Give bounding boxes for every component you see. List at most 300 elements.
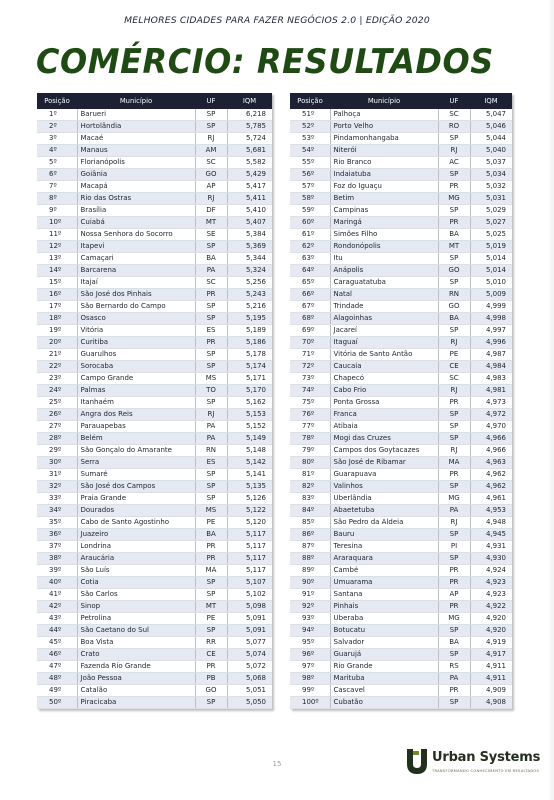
- table-row: [290, 193, 512, 205]
- table-row: [290, 649, 512, 661]
- iqm-cell: 5,195: [227, 313, 272, 325]
- uf-cell: AP: [195, 181, 227, 193]
- iqm-cell: 4,987: [470, 349, 512, 361]
- table-row: [37, 157, 272, 169]
- rank-cell: 50º: [37, 697, 77, 709]
- page-edge-shadow: [548, 0, 554, 800]
- table-row: [37, 361, 272, 373]
- municipality-cell: Macapá: [77, 181, 195, 193]
- table-row: [37, 601, 272, 613]
- table-row: [290, 661, 512, 673]
- rank-cell: 26º: [37, 409, 77, 421]
- municipality-cell: Valinhos: [330, 481, 438, 493]
- uf-cell: AM: [195, 145, 227, 157]
- municipality-cell: João Pessoa: [77, 673, 195, 685]
- urban-systems-logo: [405, 747, 540, 783]
- iqm-cell: 5,010: [470, 277, 512, 289]
- rank-cell: 51º: [290, 109, 330, 121]
- uf-cell: AP: [438, 589, 470, 601]
- uf-cell: BA: [438, 637, 470, 649]
- uf-cell: SP: [195, 361, 227, 373]
- rank-cell: 96º: [290, 649, 330, 661]
- municipality-cell: Goiânia: [77, 169, 195, 181]
- rank-cell: 40º: [37, 577, 77, 589]
- iqm-cell: 5,117: [227, 553, 272, 565]
- column-header-iqm: IQM: [227, 93, 272, 109]
- iqm-cell: 4,917: [470, 649, 512, 661]
- rank-cell: 32º: [37, 481, 77, 493]
- uf-cell: RJ: [438, 385, 470, 397]
- iqm-cell: 5,029: [470, 205, 512, 217]
- uf-cell: PR: [195, 553, 227, 565]
- municipality-cell: Campinas: [330, 205, 438, 217]
- table-row: [290, 517, 512, 529]
- table-row: [290, 625, 512, 637]
- rank-cell: 80º: [290, 457, 330, 469]
- uf-cell: RJ: [438, 145, 470, 157]
- table-row: [290, 253, 512, 265]
- table-row: [37, 313, 272, 325]
- iqm-cell: 4,966: [470, 433, 512, 445]
- iqm-cell: 5,152: [227, 421, 272, 433]
- municipality-cell: Cubatão: [330, 697, 438, 709]
- table-row: [290, 553, 512, 565]
- municipality-cell: Vitória de Santo Antão: [330, 349, 438, 361]
- rank-cell: 97º: [290, 661, 330, 673]
- rank-cell: 58º: [290, 193, 330, 205]
- uf-cell: SP: [438, 481, 470, 493]
- table-row: [37, 577, 272, 589]
- iqm-cell: 5,014: [470, 265, 512, 277]
- table-row: [37, 301, 272, 313]
- rank-cell: 24º: [37, 385, 77, 397]
- municipality-cell: Palhoça: [330, 109, 438, 121]
- uf-cell: SP: [195, 589, 227, 601]
- table-row: [37, 673, 272, 685]
- rank-cell: 46º: [37, 649, 77, 661]
- municipality-cell: São José dos Pinhais: [77, 289, 195, 301]
- rank-cell: 12º: [37, 241, 77, 253]
- municipality-cell: Atibaia: [330, 421, 438, 433]
- ranking-table-left: [37, 93, 272, 709]
- uf-cell: PA: [438, 505, 470, 517]
- iqm-cell: 4,920: [470, 613, 512, 625]
- rank-cell: 19º: [37, 325, 77, 337]
- municipality-cell: Dourados: [77, 505, 195, 517]
- uf-cell: MT: [195, 217, 227, 229]
- rank-cell: 63º: [290, 253, 330, 265]
- table-row: [37, 685, 272, 697]
- rank-cell: 8º: [37, 193, 77, 205]
- iqm-cell: 5,122: [227, 505, 272, 517]
- rank-cell: 10º: [37, 217, 77, 229]
- table-row: [37, 517, 272, 529]
- municipality-cell: Indaiatuba: [330, 169, 438, 181]
- uf-cell: RO: [438, 121, 470, 133]
- table-row: [290, 673, 512, 685]
- municipality-cell: São Carlos: [77, 589, 195, 601]
- uf-cell: RJ: [195, 409, 227, 421]
- iqm-cell: 5,126: [227, 493, 272, 505]
- municipality-cell: Cambé: [330, 565, 438, 577]
- table-row: [37, 541, 272, 553]
- rank-cell: 13º: [37, 253, 77, 265]
- rank-cell: 74º: [290, 385, 330, 397]
- table-row: [37, 169, 272, 181]
- municipality-cell: Foz do Iguaçu: [330, 181, 438, 193]
- iqm-cell: 5,324: [227, 265, 272, 277]
- uf-cell: ES: [195, 325, 227, 337]
- rank-cell: 49º: [37, 685, 77, 697]
- iqm-cell: 5,117: [227, 529, 272, 541]
- rank-cell: 60º: [290, 217, 330, 229]
- iqm-cell: 5,189: [227, 325, 272, 337]
- uf-cell: GO: [195, 169, 227, 181]
- iqm-cell: 5,077: [227, 637, 272, 649]
- municipality-cell: Cabo Frio: [330, 385, 438, 397]
- table-row: [290, 217, 512, 229]
- iqm-cell: 5,074: [227, 649, 272, 661]
- municipality-cell: Vitória: [77, 325, 195, 337]
- rank-cell: 2º: [37, 121, 77, 133]
- uf-cell: RS: [438, 661, 470, 673]
- municipality-cell: Curitiba: [77, 337, 195, 349]
- iqm-cell: 4,948: [470, 517, 512, 529]
- rank-cell: 31º: [37, 469, 77, 481]
- uf-cell: SP: [438, 649, 470, 661]
- municipality-cell: Cuiabá: [77, 217, 195, 229]
- uf-cell: MT: [438, 241, 470, 253]
- iqm-cell: 5,050: [227, 697, 272, 709]
- iqm-cell: 5,410: [227, 205, 272, 217]
- iqm-cell: 4,962: [470, 481, 512, 493]
- table-row: [37, 565, 272, 577]
- table-row: [37, 613, 272, 625]
- rank-cell: 53º: [290, 133, 330, 145]
- rank-cell: 47º: [37, 661, 77, 673]
- rank-cell: 90º: [290, 577, 330, 589]
- iqm-cell: 5,032: [470, 181, 512, 193]
- municipality-cell: Rio das Ostras: [77, 193, 195, 205]
- rank-cell: 42º: [37, 601, 77, 613]
- rank-cell: 44º: [37, 625, 77, 637]
- rank-cell: 27º: [37, 421, 77, 433]
- iqm-cell: 5,019: [470, 241, 512, 253]
- uf-cell: SP: [195, 481, 227, 493]
- uf-cell: PR: [438, 577, 470, 589]
- iqm-cell: 4,922: [470, 601, 512, 613]
- table-row: [37, 505, 272, 517]
- iqm-cell: 4,919: [470, 637, 512, 649]
- municipality-cell: Angra dos Reis: [77, 409, 195, 421]
- rank-cell: 79º: [290, 445, 330, 457]
- rank-cell: 30º: [37, 457, 77, 469]
- municipality-cell: Rondonópolis: [330, 241, 438, 253]
- municipality-cell: Parauapebas: [77, 421, 195, 433]
- table-row: [37, 457, 272, 469]
- table-row: [290, 229, 512, 241]
- municipality-cell: Cotia: [77, 577, 195, 589]
- uf-cell: SP: [438, 625, 470, 637]
- iqm-cell: 5,027: [470, 217, 512, 229]
- municipality-cell: Pinhais: [330, 601, 438, 613]
- iqm-cell: 4,953: [470, 505, 512, 517]
- municipality-cell: Trindade: [330, 301, 438, 313]
- table-row: [37, 325, 272, 337]
- uf-cell: SP: [438, 529, 470, 541]
- municipality-cell: Crato: [77, 649, 195, 661]
- table-row: [290, 541, 512, 553]
- municipality-cell: Praia Grande: [77, 493, 195, 505]
- iqm-cell: 5,072: [227, 661, 272, 673]
- uf-cell: PR: [195, 661, 227, 673]
- uf-cell: SP: [438, 433, 470, 445]
- iqm-cell: 5,724: [227, 133, 272, 145]
- uf-cell: GO: [195, 685, 227, 697]
- table-row: [290, 241, 512, 253]
- column-header-posicao: Posição: [290, 93, 330, 109]
- table-row: [37, 433, 272, 445]
- rank-cell: 25º: [37, 397, 77, 409]
- municipality-cell: Santana: [330, 589, 438, 601]
- uf-cell: AC: [438, 157, 470, 169]
- table-row: [290, 349, 512, 361]
- municipality-cell: Osasco: [77, 313, 195, 325]
- municipality-cell: Teresina: [330, 541, 438, 553]
- uf-cell: SP: [195, 121, 227, 133]
- uf-cell: SP: [195, 397, 227, 409]
- iqm-cell: 5,243: [227, 289, 272, 301]
- municipality-cell: Maringá: [330, 217, 438, 229]
- rank-cell: 4º: [37, 145, 77, 157]
- municipality-cell: Caucaia: [330, 361, 438, 373]
- iqm-cell: 4,997: [470, 325, 512, 337]
- iqm-cell: 5,384: [227, 229, 272, 241]
- table-row: [290, 637, 512, 649]
- iqm-cell: 5,098: [227, 601, 272, 613]
- table-row: [37, 337, 272, 349]
- rank-cell: 75º: [290, 397, 330, 409]
- table-row: [290, 589, 512, 601]
- municipality-cell: Alagoinhas: [330, 313, 438, 325]
- municipality-cell: Itu: [330, 253, 438, 265]
- logo-name: Urban Systems: [432, 750, 541, 765]
- municipality-cell: Guarujá: [330, 649, 438, 661]
- municipality-cell: Pindamonhangaba: [330, 133, 438, 145]
- iqm-cell: 5,044: [470, 133, 512, 145]
- rank-cell: 34º: [37, 505, 77, 517]
- municipality-cell: São José dos Campos: [77, 481, 195, 493]
- table-row: [290, 565, 512, 577]
- rank-cell: 99º: [290, 685, 330, 697]
- municipality-cell: Marituba: [330, 673, 438, 685]
- uf-cell: RN: [195, 445, 227, 457]
- column-header-uf: UF: [195, 93, 227, 109]
- iqm-cell: 5,171: [227, 373, 272, 385]
- municipality-cell: Palmas: [77, 385, 195, 397]
- rank-cell: 55º: [290, 157, 330, 169]
- uf-cell: SP: [438, 697, 470, 709]
- rank-cell: 98º: [290, 673, 330, 685]
- uf-cell: PR: [438, 565, 470, 577]
- table-row: [37, 397, 272, 409]
- rank-cell: 11º: [37, 229, 77, 241]
- table-row: [290, 481, 512, 493]
- table-body-left: [37, 109, 272, 709]
- uf-cell: PA: [195, 433, 227, 445]
- rank-cell: 71º: [290, 349, 330, 361]
- uf-cell: DF: [195, 205, 227, 217]
- rank-cell: 21º: [37, 349, 77, 361]
- rank-cell: 3º: [37, 133, 77, 145]
- uf-cell: MS: [195, 373, 227, 385]
- table-row: [290, 265, 512, 277]
- municipality-cell: São Luís: [77, 565, 195, 577]
- iqm-cell: 4,911: [470, 661, 512, 673]
- uf-cell: PR: [438, 685, 470, 697]
- table-row: [290, 421, 512, 433]
- municipality-cell: Itajaí: [77, 277, 195, 289]
- table-row: [37, 217, 272, 229]
- iqm-cell: 4,930: [470, 553, 512, 565]
- uf-cell: PB: [195, 673, 227, 685]
- rank-cell: 91º: [290, 589, 330, 601]
- municipality-cell: Itapevi: [77, 241, 195, 253]
- column-header-municipio: Município: [77, 93, 195, 109]
- municipality-cell: Rio Branco: [330, 157, 438, 169]
- rank-cell: 28º: [37, 433, 77, 445]
- rank-cell: 84º: [290, 505, 330, 517]
- iqm-cell: 5,117: [227, 565, 272, 577]
- uf-cell: PR: [195, 289, 227, 301]
- iqm-cell: 5,102: [227, 589, 272, 601]
- municipality-cell: Jacareí: [330, 325, 438, 337]
- uf-cell: CE: [195, 649, 227, 661]
- rank-cell: 15º: [37, 277, 77, 289]
- municipality-cell: Caraguatatuba: [330, 277, 438, 289]
- table-row: [290, 181, 512, 193]
- uf-cell: SP: [438, 253, 470, 265]
- uf-cell: PR: [438, 217, 470, 229]
- uf-cell: PA: [195, 421, 227, 433]
- uf-cell: RJ: [438, 517, 470, 529]
- rank-cell: 69º: [290, 325, 330, 337]
- uf-cell: MA: [438, 457, 470, 469]
- rank-cell: 66º: [290, 289, 330, 301]
- uf-cell: SC: [195, 157, 227, 169]
- iqm-cell: 5,186: [227, 337, 272, 349]
- table-row: [290, 277, 512, 289]
- rank-cell: 54º: [290, 145, 330, 157]
- municipality-cell: Campo Grande: [77, 373, 195, 385]
- iqm-cell: 5,417: [227, 181, 272, 193]
- rank-cell: 65º: [290, 277, 330, 289]
- iqm-cell: 5,178: [227, 349, 272, 361]
- municipality-cell: São Bernardo do Campo: [77, 301, 195, 313]
- table-row: [290, 373, 512, 385]
- municipality-cell: Ponta Grossa: [330, 397, 438, 409]
- table-row: [290, 289, 512, 301]
- municipality-cell: Sinop: [77, 601, 195, 613]
- uf-cell: SP: [195, 241, 227, 253]
- rank-cell: 78º: [290, 433, 330, 445]
- table-row: [37, 445, 272, 457]
- uf-cell: SP: [195, 109, 227, 121]
- uf-cell: RJ: [438, 337, 470, 349]
- rank-cell: 45º: [37, 637, 77, 649]
- uf-cell: BA: [195, 253, 227, 265]
- municipality-cell: Chapecó: [330, 373, 438, 385]
- municipality-cell: Niterói: [330, 145, 438, 157]
- iqm-cell: 5,120: [227, 517, 272, 529]
- rank-cell: 100º: [290, 697, 330, 709]
- municipality-cell: Uberlândia: [330, 493, 438, 505]
- rank-cell: 85º: [290, 517, 330, 529]
- iqm-cell: 5,582: [227, 157, 272, 169]
- iqm-cell: 5,142: [227, 457, 272, 469]
- uf-cell: SP: [438, 421, 470, 433]
- uf-cell: SP: [195, 313, 227, 325]
- municipality-cell: Brasília: [77, 205, 195, 217]
- column-header-iqm: IQM: [470, 93, 512, 109]
- rank-cell: 86º: [290, 529, 330, 541]
- municipality-cell: Manaus: [77, 145, 195, 157]
- municipality-cell: Porto Velho: [330, 121, 438, 133]
- municipality-cell: Petrolina: [77, 613, 195, 625]
- municipality-cell: São Pedro da Aldeia: [330, 517, 438, 529]
- uf-cell: RJ: [195, 193, 227, 205]
- table-row: [290, 409, 512, 421]
- uf-cell: SP: [438, 409, 470, 421]
- table-row: [290, 433, 512, 445]
- municipality-cell: Nossa Senhora do Socorro: [77, 229, 195, 241]
- rank-cell: 94º: [290, 625, 330, 637]
- municipality-cell: Botucatu: [330, 625, 438, 637]
- municipality-cell: Salvador: [330, 637, 438, 649]
- municipality-cell: Florianópolis: [77, 157, 195, 169]
- uf-cell: SC: [195, 277, 227, 289]
- rank-cell: 18º: [37, 313, 77, 325]
- uf-cell: MT: [195, 601, 227, 613]
- municipality-cell: Boa Vista: [77, 637, 195, 649]
- municipality-cell: Betim: [330, 193, 438, 205]
- iqm-cell: 4,923: [470, 577, 512, 589]
- table-row: [290, 109, 512, 121]
- rank-cell: 93º: [290, 613, 330, 625]
- table-row: [290, 685, 512, 697]
- uf-cell: SP: [438, 325, 470, 337]
- table-row: [290, 577, 512, 589]
- uf-cell: PE: [195, 613, 227, 625]
- rank-cell: 87º: [290, 541, 330, 553]
- iqm-cell: 4,970: [470, 421, 512, 433]
- table-row: [290, 613, 512, 625]
- table-row: [290, 337, 512, 349]
- iqm-cell: 5,411: [227, 193, 272, 205]
- iqm-cell: 4,984: [470, 361, 512, 373]
- table-row: [290, 121, 512, 133]
- table-row: [290, 325, 512, 337]
- table-row: [37, 421, 272, 433]
- table-body-right: [290, 109, 512, 709]
- municipality-cell: Londrina: [77, 541, 195, 553]
- municipality-cell: Simões Filho: [330, 229, 438, 241]
- logo-tagline: TRANSFORMANDO CONHECIMENTO EM RESULTADOS: [432, 769, 540, 773]
- rank-cell: 77º: [290, 421, 330, 433]
- municipality-cell: São José de Ribamar: [330, 457, 438, 469]
- table-header-row: [290, 93, 512, 109]
- iqm-cell: 4,924: [470, 565, 512, 577]
